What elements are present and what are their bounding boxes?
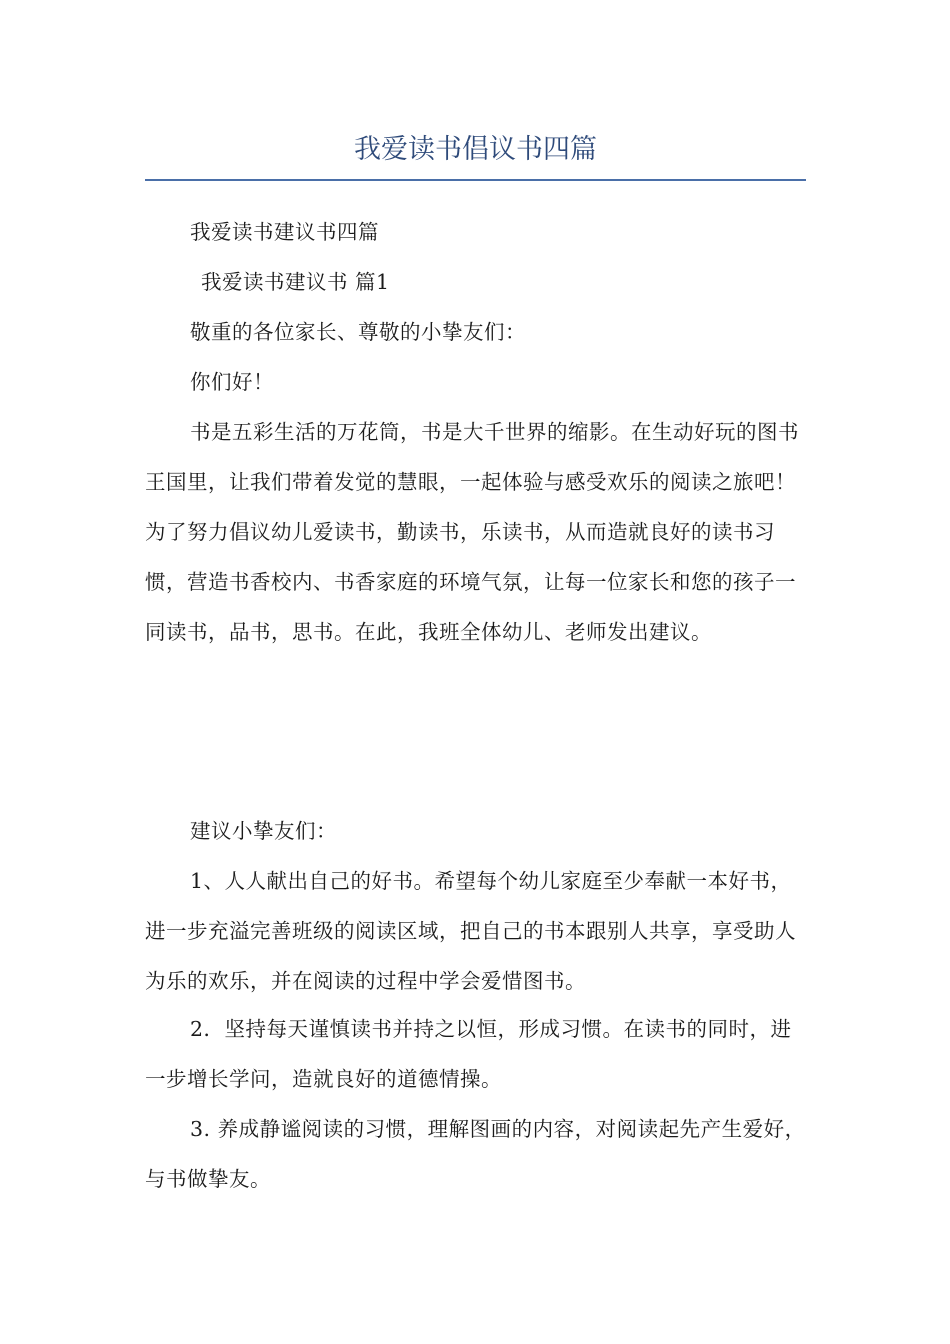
section-heading: 我爱读书建议书 篇1 (201, 270, 390, 294)
proposal-item: 3. 养成静谧阅读的习惯，理解图画的内容，对阅读起先产生爱好，与书做挚友。 (145, 1117, 806, 1191)
salutation: 敬重的各位家长、尊敬的小挚友们： (190, 320, 526, 344)
proposal-heading: 建议小挚友们： (190, 819, 337, 843)
proposal-item: 2．坚持每天谨慎读书并持之以恒，形成习惯。在读书的同时，进一步增长学问，造就良好的道德情操。 (145, 1017, 792, 1091)
greeting: 你们好！ (190, 370, 274, 394)
proposal-item: 1、人人献出自己的好书。希望每个幼儿家庭至少奉献一本好书，进一步充溢完善班级的阅读区域，把自己的书本跟别人共享，享受助人为乐的欢乐，并在阅读的过程中学会爱惜图书。 (145, 869, 796, 993)
document-title: 我爱读书倡议书四篇 (354, 134, 597, 165)
document-subtitle: 我爱读书建议书四篇 (190, 220, 379, 244)
body-paragraph: 书是五彩生活的万花筒，书是大千世界的缩影。在生动好玩的图书王国里，让我们带着发觉的慧眼，一起体验与感受欢乐的阅读之旅吧！为了努力倡议幼儿爱读书，勤读书，乐读书，从而造就良好的读书习惯，营造书香校内、书香家庭的环境气氛，让每一位家长和您的孩子一同读书，品书，思书。在此，我班全体幼儿、老师发出建议。 (145, 420, 799, 644)
title-divider (145, 179, 806, 181)
